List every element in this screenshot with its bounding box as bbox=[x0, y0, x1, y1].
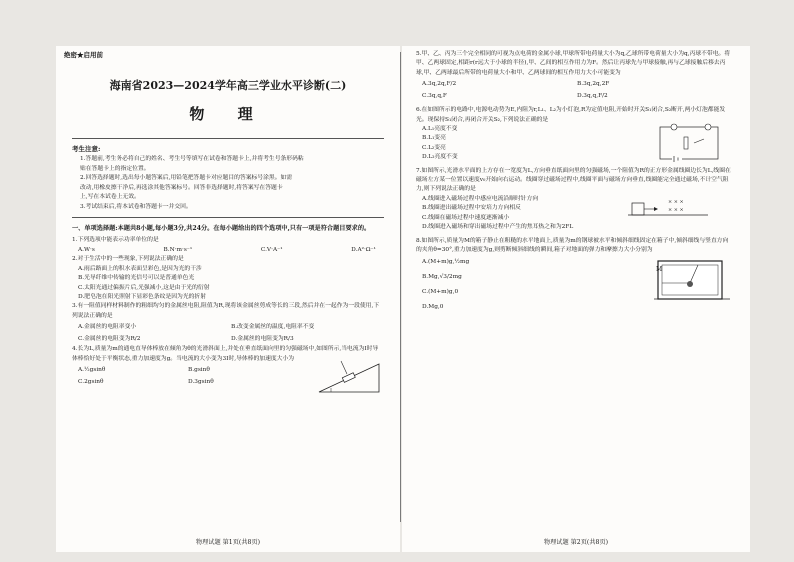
page-left bbox=[56, 46, 400, 552]
question-7: 7.如图所示,光滑水平面的上方存在一宽度为L,方向垂直纸面向里的匀强磁场,一个阻值为R的正方形金属线圈边长为L,线圈在磁场左方某一位置以速度v₀开始向右运动。线圈穿过磁场过程中,线圈平面与磁场方向垂直,线圈能完全通过磁场,不计空气阻力,则下列说法正确的是 bbox=[416, 167, 731, 193]
option-c: C.太阳光通过偏振片后,光强减小,这是由于光的衍射 bbox=[78, 284, 210, 291]
question-3: 3.有一阻值同样材料制作的粗细均匀的金属丝电阻,阻值为R,现将该金属丝剪成等长的三段,然后并在一起作为一段使用,下列说法正确的是 bbox=[72, 303, 380, 319]
option-a: A.线圈进入磁场过程中感应电流沿顺时针方向 bbox=[422, 195, 539, 202]
notes-box bbox=[72, 138, 384, 218]
svg-text:× × ×: × × × bbox=[668, 206, 684, 213]
section-heading: 一、单项选择题:本题共8小题,每小题3分,共24分。在每小题给出的四个选项中,只有一项是符合题目要求的。 bbox=[72, 225, 371, 232]
option-d: D.3q,q,F/2 bbox=[577, 93, 608, 100]
question-2: 2.对于生活中的一些现象,下列说法正确的是 bbox=[72, 256, 184, 263]
option-d: D.A²·Ω⁻¹ bbox=[351, 247, 376, 254]
page-footer: 物理试题 第2页(共8页) bbox=[543, 539, 609, 546]
question-8-options-area bbox=[416, 255, 732, 315]
note-line: 改动,用橡皮擦干净后,再选涂其他答案标号。回答非选择题时,将答案写在答题卡 bbox=[80, 184, 283, 191]
option-a: A.W·s bbox=[78, 247, 95, 254]
box-ball-figure bbox=[654, 257, 730, 305]
question-4-options-area bbox=[72, 364, 384, 388]
page-footer: 物理试题 第1页(共8页) bbox=[195, 539, 261, 546]
question-5-options bbox=[416, 78, 732, 102]
question-8: 8.如图所示,质量为M的箱子静止在粗糙的水平地面上,质量为m的钢球被水平和倾斜细线固定在箱子中,倾斜细线与竖直方向的夹角θ=30°,重力加速度为g,则剪断倾斜细线的瞬间,箱子对地面的弹力和摩擦力大小分别为 bbox=[416, 237, 729, 253]
option-c: C.2gsinθ bbox=[78, 379, 104, 386]
option-a: A.(M+m)g,½mg bbox=[422, 259, 470, 266]
option-b: B.N·m·s⁻¹ bbox=[163, 247, 193, 254]
incline-figure bbox=[317, 358, 383, 396]
question-6: 6.在如图所示的电路中,电源电动势为E,内阻为r,L₁、L₂为小灯泡,R为定值电阻,开始时开关S₁闭合,S₂断开,两小灯泡都能发光。现保持S₁闭合,再闭合开关S₂,下列说法正确的是 bbox=[416, 107, 726, 123]
question-6-options-area bbox=[416, 125, 732, 163]
option-d: D.肥皂泡在阳光照射下显彩色条纹是因为光的折射 bbox=[78, 294, 207, 301]
option-b: B.改变金属丝的温度,电阻率不变 bbox=[231, 324, 315, 331]
option-b: B.3q,2q,2F bbox=[577, 81, 610, 88]
question-1-options bbox=[72, 245, 384, 255]
question-3-options bbox=[72, 321, 384, 345]
note-line: 贴在答题卡上的指定位置。 bbox=[80, 165, 150, 172]
option-c: C.V·A⁻¹ bbox=[260, 247, 283, 254]
option-b: B.线圈进出磁场过程中安培力方向相反 bbox=[422, 205, 521, 212]
option-a: A.L₁亮度不变 bbox=[422, 126, 458, 133]
option-c: C.线圈在磁场过程中速度逐渐减小 bbox=[422, 214, 510, 221]
option-c: C.3q,q,F bbox=[422, 93, 447, 100]
confidential-label: 绝密★启用前 bbox=[64, 51, 103, 59]
option-b: B.gsinθ bbox=[188, 367, 210, 374]
option-c: C.(M+m)g,0 bbox=[422, 289, 459, 296]
question-4: 4.长为L,质量为m的通电直导体棒放在倾角为θ的光滑斜面上,并处在垂直纸面向里的匀强磁场中,如图所示,当电流为I时导体棒恰好处于平衡状态,重力加速度为g。当电流的大小变为3I时,导体棒的加速度大小为 bbox=[72, 346, 379, 362]
subject-title: 物 理 bbox=[189, 105, 267, 123]
note-line: 3.考试结束后,将本试卷和答题卡一并交回。 bbox=[80, 203, 192, 210]
option-d: D.L₂亮度不变 bbox=[422, 154, 458, 161]
question-1: 1.下列选项中能表示功率单位的是 bbox=[72, 237, 159, 243]
magnetic-field-figure bbox=[628, 195, 708, 219]
page-right bbox=[402, 46, 750, 552]
option-d: D.线圈进入磁场和穿出磁场过程中产生的焦耳热之和为2FL bbox=[422, 224, 574, 231]
option-b: B.Mg,√3/2mg bbox=[422, 274, 462, 281]
exam-title: 海南省2023—2024学年高三学业水平诊断(二) bbox=[109, 79, 347, 92]
option-d: D.3gsinθ bbox=[188, 379, 214, 386]
question-7-options-area bbox=[416, 195, 732, 233]
option-c: C.L₂变亮 bbox=[422, 144, 446, 151]
svg-text:× × ×: × × × bbox=[668, 198, 684, 205]
svg-text:M: M bbox=[656, 266, 663, 274]
option-b: B.光导纤维中传输的光信号可以是普通单色光 bbox=[78, 275, 195, 282]
option-d: D.金属丝的电阻变为R/3 bbox=[231, 336, 294, 343]
option-a: A.3q,2q,F/2 bbox=[422, 81, 457, 88]
note-line: 2.回答选择题时,选出每小题答案后,用铅笔把答题卡对应题目的答案标号涂黑。如需 bbox=[80, 175, 293, 181]
notes-title: 考生注意: bbox=[72, 145, 101, 153]
option-a: A.金属丝的电阻率变小 bbox=[78, 324, 137, 331]
option-d: D.Mg,0 bbox=[422, 304, 444, 311]
note-line: 1.答题前,考生务必将自己的姓名、考生号等填写在试卷和答题卡上,并将考生号条形码粘 bbox=[80, 156, 304, 162]
note-line: 上,写在本试卷上无效。 bbox=[80, 194, 140, 200]
page-divider bbox=[400, 52, 401, 522]
circuit-figure bbox=[654, 123, 724, 163]
option-c: C.金属丝的电阻变为R/2 bbox=[78, 336, 141, 343]
option-b: B.L₁变亮 bbox=[422, 135, 446, 142]
option-a: A.½gsinθ bbox=[78, 367, 106, 374]
question-4-options bbox=[72, 364, 298, 388]
option-a: A.雨后路面上的积水表面呈彩色,是因为光的干涉 bbox=[78, 265, 202, 272]
question-5: 5.甲、乙、丙为三个完全相同的可视为点电荷的金属小球,甲球所带电荷量大小为q,乙球所带电荷量大小为q,丙球不带电。将甲、乙两球固定,相距r(r远大于小球的半径),甲、乙间的相互作用力为F。然后让丙球先与甲球接触,再与乙球接触后移去丙球,甲、乙两球最后所带的电荷量大小和甲、乙两球间的相互作用力大小可能变为 bbox=[416, 51, 731, 76]
